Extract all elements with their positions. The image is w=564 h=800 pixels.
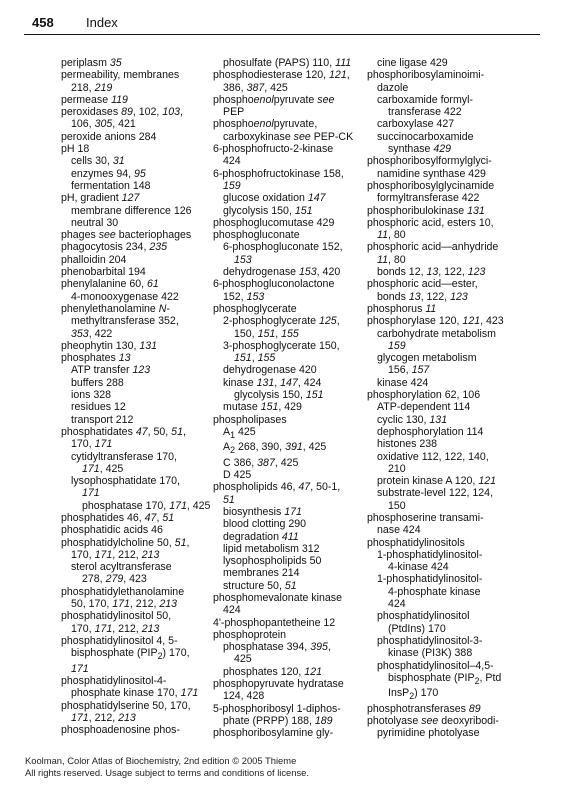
copyright-footer xyxy=(25,755,309,778)
index-entry-line: 171 xyxy=(71,662,89,675)
index-entry-line: 4'-phosphopantetheine 12 xyxy=(213,616,336,629)
index-entry-line: 51 xyxy=(223,493,235,506)
index-entry-line: methyltransferase 352, xyxy=(71,315,179,328)
index-entry-line: histones 238 xyxy=(377,438,438,451)
index-entry-line: ATP transfer 123 xyxy=(71,364,151,377)
index-entry-line: membranes 214 xyxy=(223,567,300,580)
index-entry-line: phalloidin 204 xyxy=(61,253,127,266)
index-entry-line: 150 xyxy=(388,499,406,512)
index-entry-line: carboxylase 427 xyxy=(377,118,455,131)
index-entry-line: transport 212 xyxy=(71,413,134,426)
index-entry-line: phosphoribosylglycinamide xyxy=(367,179,495,192)
index-entry-line: degradation 411 xyxy=(223,530,299,543)
index-entry-line: phosphatidylcholine 50, 51, xyxy=(61,536,190,549)
page-number: 458 xyxy=(32,15,54,30)
running-title: Index xyxy=(86,15,118,30)
index-entry-line: phosphatidylinositol-4- xyxy=(61,674,167,687)
index-entry-line: permeability, membranes xyxy=(61,69,180,82)
index-entry-line: phosphatidylinositol–4,5- xyxy=(377,659,494,672)
index-entry-line: lysophosphatidate 170, xyxy=(71,475,180,488)
index-entry-line: substrate-level 122, 124, xyxy=(377,487,494,500)
index-entry-line: 156, 157 xyxy=(388,364,430,377)
index-entry-line: bisphosphate $(PIP_2)$ 170, xyxy=(71,647,190,662)
index-entry-line: permease 119 xyxy=(61,93,128,106)
index-entry-line: phosphate kinase 170, 171 xyxy=(71,687,199,700)
index-entry-line: cells 30, 31 xyxy=(71,155,125,168)
index-entry-line: blood clotting 290 xyxy=(223,518,307,531)
index-entry-line: dehydrogenase 420 xyxy=(223,364,317,377)
index-entry-line: phosphoribosylformylglyci- xyxy=(367,155,492,168)
index-entry-line: fermentation 148 xyxy=(71,179,151,192)
index-entry-line: 159 xyxy=(388,339,406,352)
index-entry-line: phosphoprotein xyxy=(213,628,287,641)
index-entry-line: lipid metabolism 312 xyxy=(223,542,320,555)
index-entry-line: phosphomevalonate kinase xyxy=(213,591,342,604)
index-entry-line: 210 xyxy=(388,462,406,475)
index-entry-line: bonds 13, 122, 123 xyxy=(377,290,468,303)
index-entry-line: phosphoenolpyruvate, xyxy=(213,118,318,131)
index-entry-line: succinocarboxamide xyxy=(377,130,474,143)
index-entry-line: 11, 80 xyxy=(377,253,406,266)
index-entry-line: phenylethanolamine N- xyxy=(61,302,170,315)
index-entry-line: phospholipases xyxy=(213,413,287,426)
index-entry-line: cytidyltransferase 170, xyxy=(71,450,177,463)
index-entry-line: phospholipids 46, 47, 50-1, xyxy=(213,481,341,494)
index-entry-line: 4-monooxygenase 422 xyxy=(71,290,179,303)
index-entry-line: kinase 131, 147, 424 xyxy=(223,376,322,389)
index-entry-line: synthase 429 xyxy=(388,143,452,156)
index-entry-line: 6-phosphogluconolactone xyxy=(213,278,335,291)
index-entry-line: phosphotransferases 89 xyxy=(367,702,481,715)
index-entry-line: phagocytosis 234, 235 xyxy=(61,241,168,254)
index-entry-line: phosphatides 46, 47, 51 xyxy=(61,511,175,524)
index-entry-line: pH, gradient 127 xyxy=(61,192,140,205)
page-header xyxy=(24,12,540,35)
index-entry-line: 278, 279, 423 xyxy=(82,573,147,586)
index-entry-line: phosphodiesterase 120, 121, xyxy=(213,69,350,82)
index-entry-line: residues 12 xyxy=(71,401,126,414)
index-entry-line: phosphoribosylaminoimi- xyxy=(367,69,485,82)
index-entry-line: D 425 xyxy=(223,469,252,482)
index-entry-line: carboxykinase see PEP-CK xyxy=(223,130,354,143)
index-entry-line: photolyase see deoxyribodi- xyxy=(367,714,499,727)
index-entry-line: phosphopyruvate hydratase xyxy=(213,678,344,691)
index-entry-line: 1-phosphatidylinositol- xyxy=(377,548,483,561)
index-entry-line: 171, 212, 213 xyxy=(71,711,136,724)
index-entry-line: 159 xyxy=(223,179,241,192)
index-entry-line: mutase 151, 429 xyxy=(223,401,302,414)
index-column-1 xyxy=(61,57,213,736)
index-entry-line: phenylalanine 60, 61 xyxy=(61,278,159,291)
index-entry-line: phosphoadenosine phos- xyxy=(61,724,180,737)
index-entry-line: 6-phosphofructokinase 158, xyxy=(213,167,344,180)
index-entry-line: enzymes 94, 95 xyxy=(71,167,146,180)
index-entry-line: 218, 219 xyxy=(71,81,113,94)
index-entry-line: formyltransferase 422 xyxy=(377,192,480,205)
index-entry-line: periplasm 35 xyxy=(61,57,122,69)
index-entry-line: ATP-dependent 114 xyxy=(377,401,471,414)
index-entry-line: 124, 428 xyxy=(223,690,265,703)
index-entry-line: 3-phosphoglycerate 150, xyxy=(223,339,340,352)
index-entry-line: phosphogluconate xyxy=(213,229,300,242)
index-entry-line: phosphatidylinositol-3- xyxy=(377,634,483,647)
index-entry-line: 4-kinase 424 xyxy=(388,561,449,574)
footer-line-2: All rights reserved. Usage subject to terms and conditions of license. xyxy=(25,766,309,778)
index-entry-line: phosphatidic acids 46 xyxy=(61,524,163,537)
index-entry-line: ions 328 xyxy=(71,389,112,402)
index-entry-line: phosphatase 170, 171, 425 xyxy=(82,499,211,512)
index-entry-line: 170, 171, 212, 213 xyxy=(71,622,160,635)
index-entry-line: phages see bacteriophages xyxy=(61,229,192,242)
index-entry-line: oxidative 112, 122, 140, xyxy=(377,450,489,463)
index-entry-line: 353, 422 xyxy=(71,327,113,340)
index-entry-line: 424 xyxy=(388,598,406,611)
index-entry-line: sterol acyltransferase xyxy=(71,561,172,574)
index-entry-line: glucose oxidation 147 xyxy=(223,192,326,205)
index-entry-line: carboxamide formyl- xyxy=(377,93,473,106)
index-entry-line: namidine synthase 429 xyxy=(377,167,486,180)
index-entry-line: pH 18 xyxy=(61,143,90,156)
index-entry-line: bonds 12, 13, 122, 123 xyxy=(377,266,486,279)
index-entry-line: dazole xyxy=(377,81,409,94)
index-entry-line: phosphoenolpyruvate see xyxy=(213,93,335,106)
footer-line-1: Koolman, Color Atlas of Biochemistry, 2nd edition © 2005 Thieme xyxy=(25,755,297,766)
index-entry-line: 153 xyxy=(234,253,252,266)
index-entry-line: phosphatase 394, 395, xyxy=(223,641,331,654)
index-entry-line: 170, 171, 212, 213 xyxy=(71,548,160,561)
index-entry-line: phosphoric acid—anhydride xyxy=(367,241,499,254)
index-entry-line: 424 xyxy=(223,604,241,617)
index-entry-line: 152, 153 xyxy=(223,290,265,303)
index-entry-line: phosphoglucomutase 429 xyxy=(213,216,335,229)
index-entry-line: 150, 151, 155 xyxy=(234,327,299,340)
index-entry-line: phosphatidates 47, 50, 51, xyxy=(61,425,186,438)
index-entry-line: phosphoglycerate xyxy=(213,302,297,315)
index-entry-line: 106, 305, 421 xyxy=(71,118,136,131)
index-column-2 xyxy=(213,57,363,740)
index-entry-line: phate (PRPP) 188, 189 xyxy=(223,714,333,727)
index-entry-line: 6-phosphogluconate 152, xyxy=(223,241,343,254)
index-entry-line: peroxidases 89, 102, 103, xyxy=(61,106,183,119)
index-entry-line: glycolysis 150, 151 xyxy=(223,204,313,217)
index-entry-line: protein kinase A 120, 121 xyxy=(377,475,496,488)
index-entry-line: (PtdIns) 170 xyxy=(388,622,446,635)
index-entry-line: phosphates 120, 121 xyxy=(223,665,322,678)
index-entry-line: 5-phosphoribosyl 1-diphos- xyxy=(213,702,341,715)
index-entry-line: phosphorus 11 xyxy=(367,302,437,315)
index-entry-line: pheophytin 130, 131 xyxy=(61,339,158,352)
index-entry-line: phosphatidylethanolamine xyxy=(61,585,185,598)
index-entry-line: phosphoserine transami- xyxy=(367,511,484,524)
index-entry-line: dehydrogenase 153, 420 xyxy=(223,266,341,279)
index-column-3 xyxy=(367,57,517,740)
index-entry-line: peroxide anions 284 xyxy=(61,130,157,143)
index-entry-line: membrane difference 126 xyxy=(71,204,192,217)
index-entry-line: phosphatidylinositol xyxy=(377,610,470,623)
index-entry-line: 2-phosphoglycerate 125, xyxy=(223,315,340,328)
index-entry-line: InsP$_2$) 170 xyxy=(388,687,439,702)
index-entry-line: lysophospholipids 50 xyxy=(223,555,322,568)
index-entry-line: 171, 425 xyxy=(82,462,124,475)
index-entry-line: dephosphorylation 114 xyxy=(377,425,484,438)
index-entry-line: 4-phosphate kinase xyxy=(388,585,481,598)
index-entry-line: glycogen metabolism xyxy=(377,352,477,365)
index-entry-line: phosphatidylserine 50, 170, xyxy=(61,699,191,712)
index-entry-line: biosynthesis 171 xyxy=(223,505,302,518)
index-entry-line: carbohydrate metabolism xyxy=(377,327,496,340)
index-entry-line: phosphoric acid—ester, xyxy=(367,278,478,291)
index-entry-line: phosphoric acid, esters 10, xyxy=(367,216,494,229)
index-entry-line: 386, 387, 425 xyxy=(223,81,288,94)
index-entry-line: kinase 424 xyxy=(377,376,429,389)
index-entry-line: 151, 155 xyxy=(234,352,276,365)
index-entry-line: phosphorylase 120, 121, 423 xyxy=(367,315,504,328)
index-entry-line: 170, 171 xyxy=(71,438,113,451)
index-entry-line: 11, 80 xyxy=(377,229,406,242)
index-entry-line: 50, 170, 171, 212, 213 xyxy=(71,598,178,611)
index-entry-line: buffers 288 xyxy=(71,376,124,389)
index-entry-line: bisphosphate ($PIP_2$, Ptd xyxy=(388,671,502,686)
index-entry-line: cine ligase 429 xyxy=(377,57,448,69)
index-entry-line: phosphatidylinositols xyxy=(367,536,465,549)
index-entry-line: structure 50, 51 xyxy=(223,579,297,592)
index-entry-line: 424 xyxy=(223,155,241,168)
index-entry-line: C 386, 387, 425 xyxy=(223,456,299,469)
index-entry-line: pyrimidine photolyase xyxy=(377,727,480,740)
index-entry-line: 171 xyxy=(82,487,100,500)
index-entry-line: nase 424 xyxy=(377,524,421,537)
index-entry-line: phosphates 13 xyxy=(61,352,131,365)
index-entry-line: 1-phosphatidylinositol- xyxy=(377,573,483,586)
index-entry-line: phosphorylation 62, 106 xyxy=(367,389,481,402)
index-entry-line: glycolysis 150, 151 xyxy=(234,389,324,402)
index-entry-line: phosphoribosylamine gly- xyxy=(213,727,334,740)
index-entry-line: phosphatidylinositol 4, 5- xyxy=(61,634,178,647)
index-entry-line: phosphatidylinositol 50, xyxy=(61,610,172,623)
index-entry-line: $A_1$ 425 xyxy=(223,425,256,441)
index-entry-line: phosphoribulokinase 131 xyxy=(367,204,485,217)
index-entry-line: phenobarbital 194 xyxy=(61,266,146,279)
index-entry-line: 6-phosphofructo-2-kinase xyxy=(213,143,334,156)
index-entry-line: $A_2$ 268, 390, 391, 425 xyxy=(223,441,327,456)
index-entry-line: neutral 30 xyxy=(71,216,119,229)
index-entry-line: phosulfate (PAPS) 110, 111 xyxy=(223,57,352,69)
index-entry-line: PEP xyxy=(223,106,245,119)
index-entry-line: cyclic 130, 131 xyxy=(377,413,448,426)
index-entry-line: kinase (PI3K) 388 xyxy=(388,647,473,660)
index-entry-line: 425 xyxy=(234,653,252,666)
index-entry-line: transferase 422 xyxy=(388,106,462,119)
